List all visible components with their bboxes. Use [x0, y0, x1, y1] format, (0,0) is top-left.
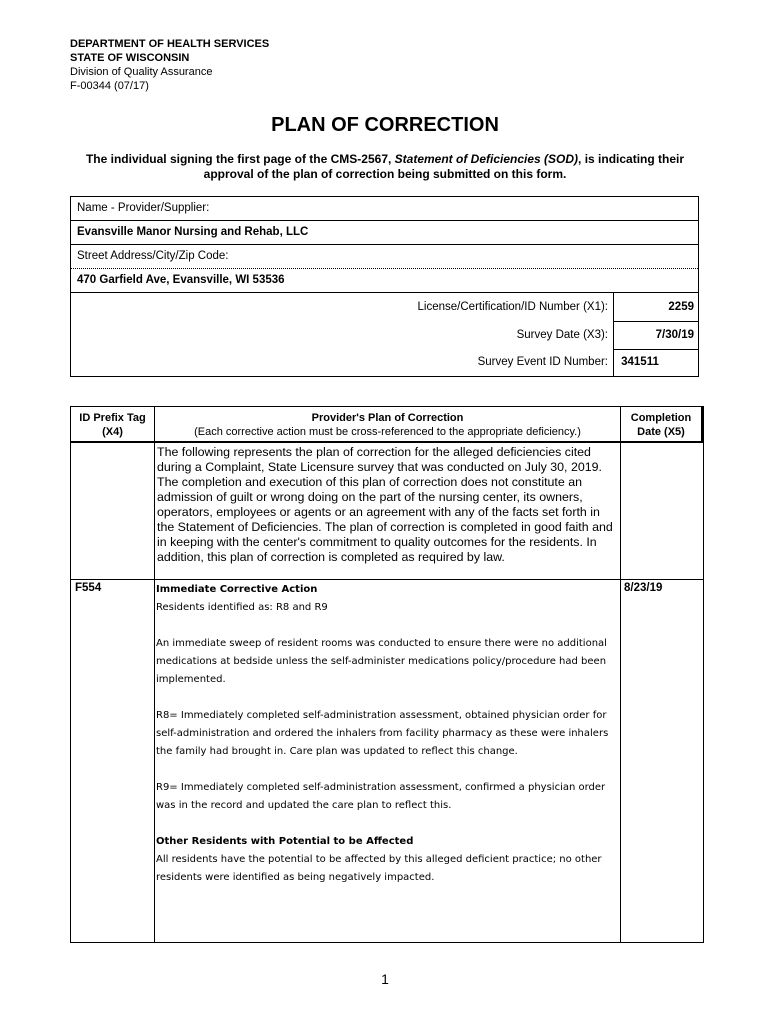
page-title: PLAN OF CORRECTION — [271, 114, 499, 136]
license-label: License/Certification/ID Number (X1): — [417, 301, 608, 313]
residents-identified: Residents identified as: R8 and R9 — [156, 602, 328, 613]
intro-part2: , is indicating their approval of the plan of correction being submitted on this form. — [203, 152, 685, 181]
provider-name-label: Name - Provider/Supplier: — [77, 202, 210, 214]
r9-paragraph: R9= Immediately completed self-administration assessment, confirmed a physician order was in the record and updated the care plan to reflect this. — [156, 782, 606, 811]
value-column-divider — [613, 293, 614, 377]
col-header-id-prefix-line2: (X4) — [102, 426, 123, 438]
col-header-plan-line1: Provider's Plan of Correction — [311, 412, 464, 424]
value-divider-2 — [613, 349, 699, 350]
corrective-action-text — [156, 581, 618, 905]
provider-info-box — [70, 196, 699, 377]
address-label-row — [71, 245, 698, 269]
provider-name-row — [71, 221, 698, 245]
page-number: 1 — [381, 971, 389, 987]
event-id-label: Survey Event ID Number: — [477, 356, 608, 368]
column-divider-2 — [620, 407, 621, 942]
col-header-id-prefix — [71, 407, 155, 443]
value-divider-1 — [613, 321, 699, 322]
plan-preamble: The following represents the plan of correction for the alleged deficiencies cited during a Complaint, State Licensure survey that was conducted on July 30, 2019. The completion and execution of this plan of correction does not constitute an admission of guilt or wrong doing on the part of the nursing center, its owners, operators, employees or agents or an agreement with any of the facts set forth in the Statement of Deficiencies. The plan of correction is completed in good faith and in keeping with the center's commitment to quality outcomes for the residents. In addition, this plan of correction is completed as required by law. — [157, 445, 613, 564]
heading-immediate-action: Immediate Corrective Action — [156, 584, 318, 595]
provider-name-value: Evansville Manor Nursing and Rehab, LLC — [77, 226, 309, 238]
license-value: 2259 — [668, 301, 694, 313]
col-header-completion-line2: Date (X5) — [637, 426, 685, 438]
form-header — [70, 37, 269, 93]
col-header-completion-line1: Completion — [630, 412, 692, 424]
other-residents-paragraph: All residents have the potential to be affected by this alleged deficient practice; no other residents were identified as being negatively impacted. — [156, 854, 602, 883]
address-value: 470 Garfield Ave, Evansville, WI 53536 — [77, 274, 285, 286]
correction-table — [70, 406, 704, 943]
intro-part1: The individual signing the first page of the CMS-2567, — [85, 152, 395, 166]
heading-other-residents: Other Residents with Potential to be Affected — [156, 836, 414, 847]
event-id-row — [71, 349, 698, 377]
address-label: Street Address/City/Zip Code: — [77, 250, 229, 262]
r8-paragraph: R8= Immediately completed self-administration assessment, obtained physician order for self-administration and ordered the inhalers from facility pharmacy as these were inhalers the family had brought in. Care plan was updated to reflect this change. — [156, 710, 609, 757]
sweep-paragraph: An immediate sweep of resident rooms was conducted to ensure there were no additional medications at bedside unless the self-administer medications policy/procedure had been implemented. — [156, 638, 607, 685]
department-name: DEPARTMENT OF HEALTH SERVICES — [70, 38, 270, 50]
event-id-value: 341511 — [621, 356, 659, 368]
survey-date-value: 7/30/19 — [655, 329, 694, 341]
address-row — [71, 269, 698, 293]
col-header-id-prefix-line1: ID Prefix Tag — [79, 412, 146, 424]
col-header-plan — [155, 407, 620, 443]
col-header-completion — [620, 407, 703, 443]
survey-date-row — [71, 321, 698, 349]
intro-italic: Statement of Deficiencies (SOD) — [394, 152, 579, 166]
survey-date-label: Survey Date (X3): — [516, 329, 608, 341]
license-row — [71, 293, 698, 321]
id-prefix-tag: F554 — [75, 582, 102, 594]
column-divider-1 — [154, 407, 155, 942]
col-header-plan-line2: (Each corrective action must be cross-referenced to the appropriate deficiency.) — [194, 426, 581, 438]
state-name: STATE OF WISCONSIN — [70, 52, 190, 64]
intro-statement — [60, 152, 710, 182]
row-divider — [71, 579, 703, 580]
division-name: Division of Quality Assurance — [70, 66, 213, 78]
completion-date: 8/23/19 — [624, 582, 663, 594]
provider-name-label-row — [71, 197, 698, 221]
form-number: F-00344 (07/17) — [70, 80, 149, 92]
